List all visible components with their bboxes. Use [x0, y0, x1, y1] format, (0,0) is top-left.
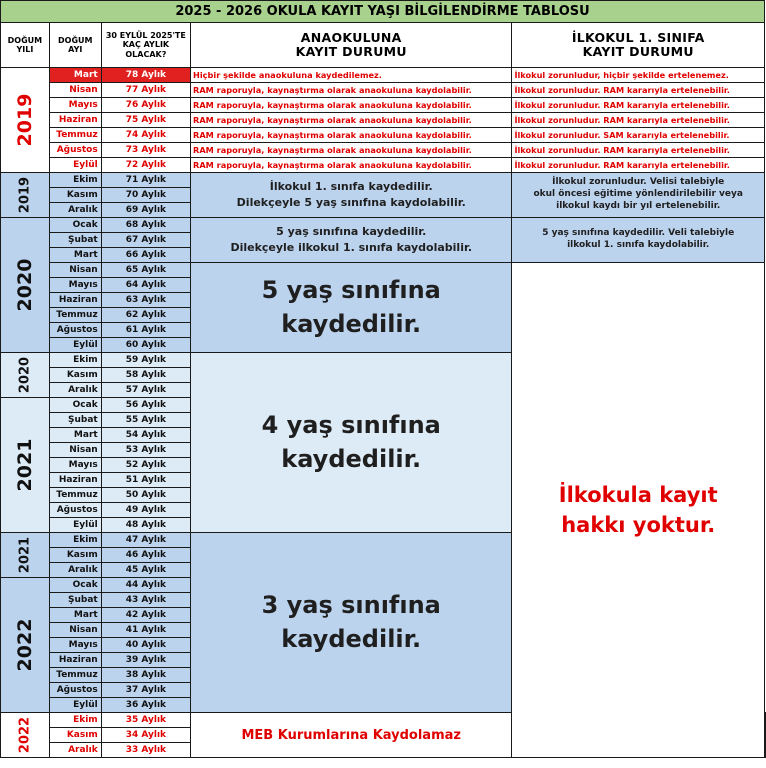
age-cell: 68 Aylık — [101, 218, 190, 233]
month-cell: Şubat — [49, 413, 101, 428]
grade1-empty-cell — [765, 713, 766, 758]
age-cell: 55 Aylık — [101, 413, 190, 428]
kindergarten-status: Hiçbir şekilde anaokuluna kaydedilemez. — [191, 68, 512, 83]
age-cell: 64 Aylık — [101, 278, 190, 293]
age-cell: 54 Aylık — [101, 428, 190, 443]
month-cell: Kasım — [49, 548, 101, 563]
age-cell: 77 Aylık — [101, 83, 190, 98]
header-kindergarten — [191, 23, 512, 68]
block-line: İlkokul zorunludur. Velisi talebiyle — [552, 177, 725, 188]
month-cell: Kasım — [49, 188, 101, 203]
age-cell: 75 Aylık — [101, 113, 190, 128]
kindergarten-block — [191, 173, 512, 218]
age-cell: 70 Aylık — [101, 188, 190, 203]
month-cell: Ekim — [49, 353, 101, 368]
kindergarten-block — [191, 218, 512, 263]
age-cell: 40 Aylık — [101, 638, 190, 653]
header-grade1-line2: KAYIT DURUMU — [582, 44, 694, 59]
age-cell: 76 Aylık — [101, 98, 190, 113]
kindergarten-status: RAM raporuyla, kaynaştırma olarak anaokuluna kaydolabilir. — [191, 83, 512, 98]
block-line: Dilekçeyle ilkokul 1. sınıfa kaydolabilir. — [230, 241, 472, 254]
age-cell: 73 Aylık — [101, 143, 190, 158]
month-cell: Şubat — [49, 233, 101, 248]
month-cell: Eylül — [49, 698, 101, 713]
block-line: kaydedilir. — [281, 624, 422, 653]
age-cell: 39 Aylık — [101, 653, 190, 668]
month-cell: Kasım — [49, 728, 101, 743]
block-line: 4 yaş sınıfına — [261, 410, 441, 439]
month-cell: Aralık — [49, 383, 101, 398]
month-cell: Temmuz — [49, 668, 101, 683]
month-cell: Ocak — [49, 398, 101, 413]
year-label: 2022 — [1, 713, 50, 758]
age-cell: 74 Aylık — [101, 128, 190, 143]
grade1-block — [512, 218, 765, 263]
age-cell: 37 Aylık — [101, 683, 190, 698]
grade1-status: İlkokul zorunludur. SAM kararıyla ertelenebilir. — [512, 128, 765, 143]
month-cell: Ekim — [49, 173, 101, 188]
month-cell: Temmuz — [49, 488, 101, 503]
month-cell: Mayıs — [49, 638, 101, 653]
month-cell: Temmuz — [49, 308, 101, 323]
month-cell: Ağustos — [49, 683, 101, 698]
month-cell: Mayıs — [49, 278, 101, 293]
age-cell: 50 Aylık — [101, 488, 190, 503]
month-cell: Mart — [49, 68, 101, 83]
month-cell: Mayıs — [49, 98, 101, 113]
age-cell: 45 Aylık — [101, 563, 190, 578]
month-cell: Mart — [49, 248, 101, 263]
header-birth-month: DOĞUM AYI — [49, 23, 101, 68]
age-cell: 38 Aylık — [101, 668, 190, 683]
month-cell: Kasım — [49, 368, 101, 383]
age-cell: 47 Aylık — [101, 533, 190, 548]
grade1-status: İlkokul zorunludur. RAM kararıyla ertelenebilir. — [512, 113, 765, 128]
month-cell: Nisan — [49, 83, 101, 98]
kindergarten-status: RAM raporuyla, kaynaştırma olarak anaokuluna kaydolabilir. — [191, 143, 512, 158]
block-line: ilkokul kaydı bir yıl ertelenebilir. — [556, 200, 721, 211]
age-cell: 61 Aylık — [101, 323, 190, 338]
month-cell: Aralık — [49, 203, 101, 218]
year-label: 2021 — [1, 533, 50, 578]
month-cell: Mart — [49, 428, 101, 443]
grade1-block — [512, 173, 765, 218]
age-cell: 59 Aylık — [101, 353, 190, 368]
kindergarten-status: RAM raporuyla, kaynaştırma olarak anaokuluna kaydolabilir. — [191, 128, 512, 143]
block-line: İlkokula kayıt — [558, 482, 718, 507]
month-cell: Haziran — [49, 653, 101, 668]
header-kindergarten-line1: ANAOKULUNA — [300, 29, 402, 45]
month-cell: Mayıs — [49, 458, 101, 473]
block-line: 5 yaş sınıfına — [261, 275, 441, 304]
month-cell: Nisan — [49, 263, 101, 278]
month-cell: Eylül — [49, 518, 101, 533]
month-cell: Aralık — [49, 563, 101, 578]
age-cell: 72 Aylık — [101, 158, 190, 173]
header-birth-year: DOĞUM YILI — [1, 23, 50, 68]
grade1-status: İlkokul zorunludur. RAM kararıyla ertelenebilir. — [512, 98, 765, 113]
month-cell: Haziran — [49, 473, 101, 488]
table-title: 2025 - 2026 OKULA KAYIT YAŞI BİLGİLENDİRME TABLOSU — [1, 1, 765, 23]
age-cell: 52 Aylık — [101, 458, 190, 473]
month-cell: Ağustos — [49, 143, 101, 158]
month-cell: Haziran — [49, 113, 101, 128]
month-cell: Ağustos — [49, 323, 101, 338]
age-cell: 48 Aylık — [101, 518, 190, 533]
age-cell: 51 Aylık — [101, 473, 190, 488]
year-label: 2022 — [1, 578, 50, 713]
month-cell: Ekim — [49, 713, 101, 728]
kindergarten-not-allowed-block: MEB Kurumlarına Kaydolamaz — [191, 713, 512, 758]
block-line: 5 yaş sınıfına kaydedilir. Veli talebiyle — [542, 228, 735, 239]
grade1-status: İlkokul zorunludur. RAM kararıyla ertelenebilir. — [512, 83, 765, 98]
age-cell: 49 Aylık — [101, 503, 190, 518]
block-line: 5 yaş sınıfına kaydedilir. — [276, 225, 427, 239]
kindergarten-block — [191, 353, 512, 533]
year-label: 2019 — [1, 173, 50, 218]
header-grade1-line1: İLKOKUL 1. SINIFA — [571, 29, 705, 45]
age-cell: 36 Aylık — [101, 698, 190, 713]
year-label: 2021 — [1, 398, 50, 533]
block-line: hakkı yoktur. — [561, 513, 716, 537]
year-label: 2020 — [1, 353, 50, 398]
age-cell: 78 Aylık — [101, 68, 190, 83]
month-cell: Nisan — [49, 623, 101, 638]
age-cell: 57 Aylık — [101, 383, 190, 398]
age-cell: 63 Aylık — [101, 293, 190, 308]
age-cell: 66 Aylık — [101, 248, 190, 263]
kindergarten-block — [191, 263, 512, 353]
grade1-status: İlkokul zorunludur. RAM kararıyla ertelenebilir. — [512, 158, 765, 173]
month-cell: Haziran — [49, 293, 101, 308]
header-grade1 — [512, 23, 765, 68]
block-line: okul öncesi eğitime yönlendirilebilir veya — [533, 189, 743, 200]
age-cell: 42 Aylık — [101, 608, 190, 623]
block-line: 3 yaş sınıfına — [261, 590, 441, 619]
month-cell: Eylül — [49, 158, 101, 173]
age-cell: 43 Aylık — [101, 593, 190, 608]
block-line: kaydedilir. — [281, 444, 422, 473]
kindergarten-status: RAM raporuyla, kaynaştırma olarak anaokuluna kaydolabilir. — [191, 158, 512, 173]
kindergarten-block — [191, 533, 512, 713]
age-cell: 69 Aylık — [101, 203, 190, 218]
month-cell: Eylül — [49, 338, 101, 353]
header-kindergarten-line2: KAYIT DURUMU — [295, 44, 407, 59]
month-cell: Aralık — [49, 743, 101, 758]
age-cell: 41 Aylık — [101, 623, 190, 638]
block-line: ilkokul 1. sınıfa kaydolabilir. — [567, 240, 710, 250]
age-cell: 53 Aylık — [101, 443, 190, 458]
age-cell: 67 Aylık — [101, 233, 190, 248]
block-line: Dilekçeyle 5 yaş sınıfına kaydolabilir. — [236, 196, 466, 209]
kindergarten-status: RAM raporuyla, kaynaştırma olarak anaokuluna kaydolabilir. — [191, 113, 512, 128]
age-cell: 58 Aylık — [101, 368, 190, 383]
month-cell: Şubat — [49, 593, 101, 608]
age-cell: 62 Aylık — [101, 308, 190, 323]
month-cell: Ocak — [49, 218, 101, 233]
block-line: kaydedilir. — [281, 309, 422, 338]
grade1-status: İlkokul zorunludur, hiçbir şekilde ertelenemez. — [512, 68, 765, 83]
age-cell: 46 Aylık — [101, 548, 190, 563]
age-cell: 71 Aylık — [101, 173, 190, 188]
age-cell: 65 Aylık — [101, 263, 190, 278]
month-cell: Ekim — [49, 533, 101, 548]
month-cell: Mart — [49, 608, 101, 623]
age-cell: 34 Aylık — [101, 728, 190, 743]
grade1-no-right-block — [512, 263, 765, 758]
age-cell: 35 Aylık — [101, 713, 190, 728]
kindergarten-status: RAM raporuyla, kaynaştırma olarak anaokuluna kaydolabilir. — [191, 98, 512, 113]
year-label: 2020 — [1, 218, 50, 353]
block-line: İlkokul 1. sınıfa kaydedilir. — [269, 180, 433, 194]
month-cell: Nisan — [49, 443, 101, 458]
age-cell: 60 Aylık — [101, 338, 190, 353]
age-cell: 56 Aylık — [101, 398, 190, 413]
year-label: 2019 — [1, 68, 50, 173]
month-cell: Temmuz — [49, 128, 101, 143]
grade1-status: İlkokul zorunludur. RAM kararıyla ertelenebilir. — [512, 143, 765, 158]
age-cell: 44 Aylık — [101, 578, 190, 593]
header-age-months: 30 EYLÜL 2025'TE KAÇ AYLIK OLACAK? — [101, 23, 190, 68]
month-cell: Ağustos — [49, 503, 101, 518]
age-cell: 33 Aylık — [101, 743, 190, 758]
month-cell: Ocak — [49, 578, 101, 593]
